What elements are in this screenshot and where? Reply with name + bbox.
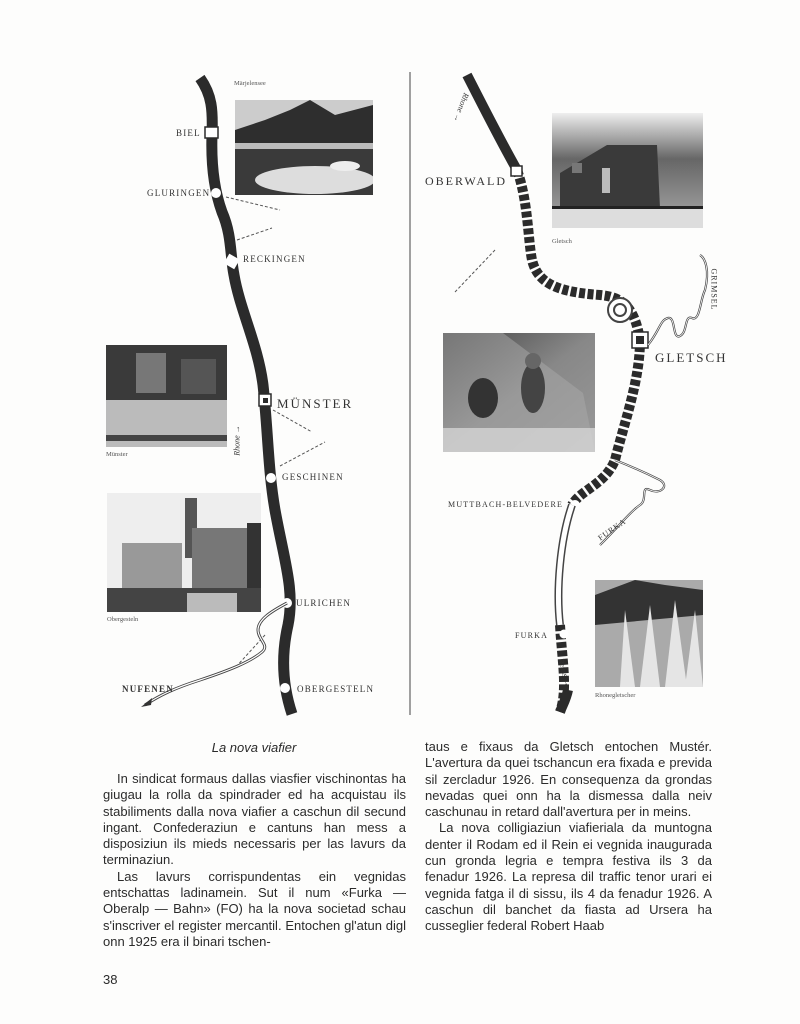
pass-label-nufenen: NUFENEN	[122, 684, 174, 694]
photo-caption-obergesteln: Obergesteln	[107, 616, 139, 623]
station-label-munster: MÜNSTER	[277, 396, 354, 411]
photo-munster	[106, 345, 227, 447]
article-title: La nova viafier	[211, 740, 297, 755]
photo-caption-marjelensee: Märjelensee	[234, 80, 266, 87]
station-label-furka: FURKA	[515, 631, 549, 640]
station-label-geschinen: GESCHINEN	[282, 472, 344, 482]
pass-label-furka: FURKA	[596, 516, 628, 543]
photo-caption-rhonegletscher: Rhonegletscher	[595, 692, 636, 699]
station-oberwald-marker	[511, 166, 522, 176]
article-column-left	[103, 771, 406, 950]
station-label-obergesteln: OBERGESTELN	[297, 684, 375, 694]
arrow-icon	[141, 698, 152, 707]
station-label-biel: BIEL	[176, 128, 201, 138]
station-furka-marker	[560, 630, 569, 639]
river-label-rhone-right: Rhone →	[451, 91, 471, 124]
river-label-rhone-left: Rhone →	[232, 425, 242, 456]
paragraph: La nova colligiaziun viafieriala da muntogna denter il Rodam ed il Rein ei vegnida inaugurada cun gronda legria e tempra festiva ils 3 da fenadur 1926. La represa dil traffic tenor urari ei vegnida fatga il di sissu, ils 4 da fenadur 1926. A caschun dil banchet da fiasta ad Ursera ha cusseglier federal Robert Haab	[425, 820, 712, 934]
station-obergesteln-marker	[280, 683, 290, 693]
station-label-reckingen: RECKINGEN	[243, 254, 306, 264]
article-column-right	[425, 739, 712, 935]
station-label-ulrichen: ULRICHEN	[296, 598, 352, 608]
river-label-reuss: Reuss →	[556, 657, 573, 688]
spiral-tunnel	[608, 298, 632, 322]
paragraph: taus e fixaus da Gletsch entochen Mustér. L'avertura da quei tschancun era fixada e previda sil zercladur 1926. En consequenza da grondas nevadas quei onn ha la dismessa dalla neiv caschunau in retard dall'avertura per in meins.	[425, 739, 712, 820]
station-label-muttbach-belvedere: MUTTBACH-BELVEDERE	[448, 500, 564, 509]
paragraph: In sindicat formaus dallas viasfier vischinontas ha giugau la rolla da spindrader ed ha acquistau ils stabiliments dalla nova viafier a caschun dil secund ingant. Confederaziun e cantuns han mess a disposiziun ils mieds necessaris per las lavurs da terminaziun.	[103, 771, 406, 868]
pass-label-grimsel: GRIMSEL	[709, 268, 719, 311]
photo-rhonegletscher	[595, 580, 703, 687]
station-biel-marker	[205, 127, 218, 138]
page-number: 38	[103, 972, 118, 987]
photo-gletsch	[552, 113, 703, 228]
photo-sheep	[443, 333, 595, 452]
station-geschinen-marker	[266, 473, 276, 483]
paragraph: Las lavurs corrispundentas ein vegnidas entschattas ladinamein. Sut il num «Furka — Oberalp — Bahn» (FO) ha la nova societad schau s'inscriver el register mercantil. Entochen gl'atun digl onn 1925 era il binari tschen-	[103, 868, 406, 949]
photo-obergesteln	[107, 493, 261, 612]
photo-caption-munster: Münster	[106, 451, 128, 458]
station-label-oberwald: OBERWALD	[425, 174, 507, 188]
photo-marjelensee	[235, 100, 373, 195]
photo-caption-gletsch: Gletsch	[552, 238, 572, 245]
station-gluringen-marker	[211, 188, 221, 198]
railway-track-right-solid	[467, 75, 517, 170]
station-label-gluringen: GLURINGEN	[147, 188, 211, 198]
station-label-gletsch: GLETSCH	[655, 350, 728, 365]
